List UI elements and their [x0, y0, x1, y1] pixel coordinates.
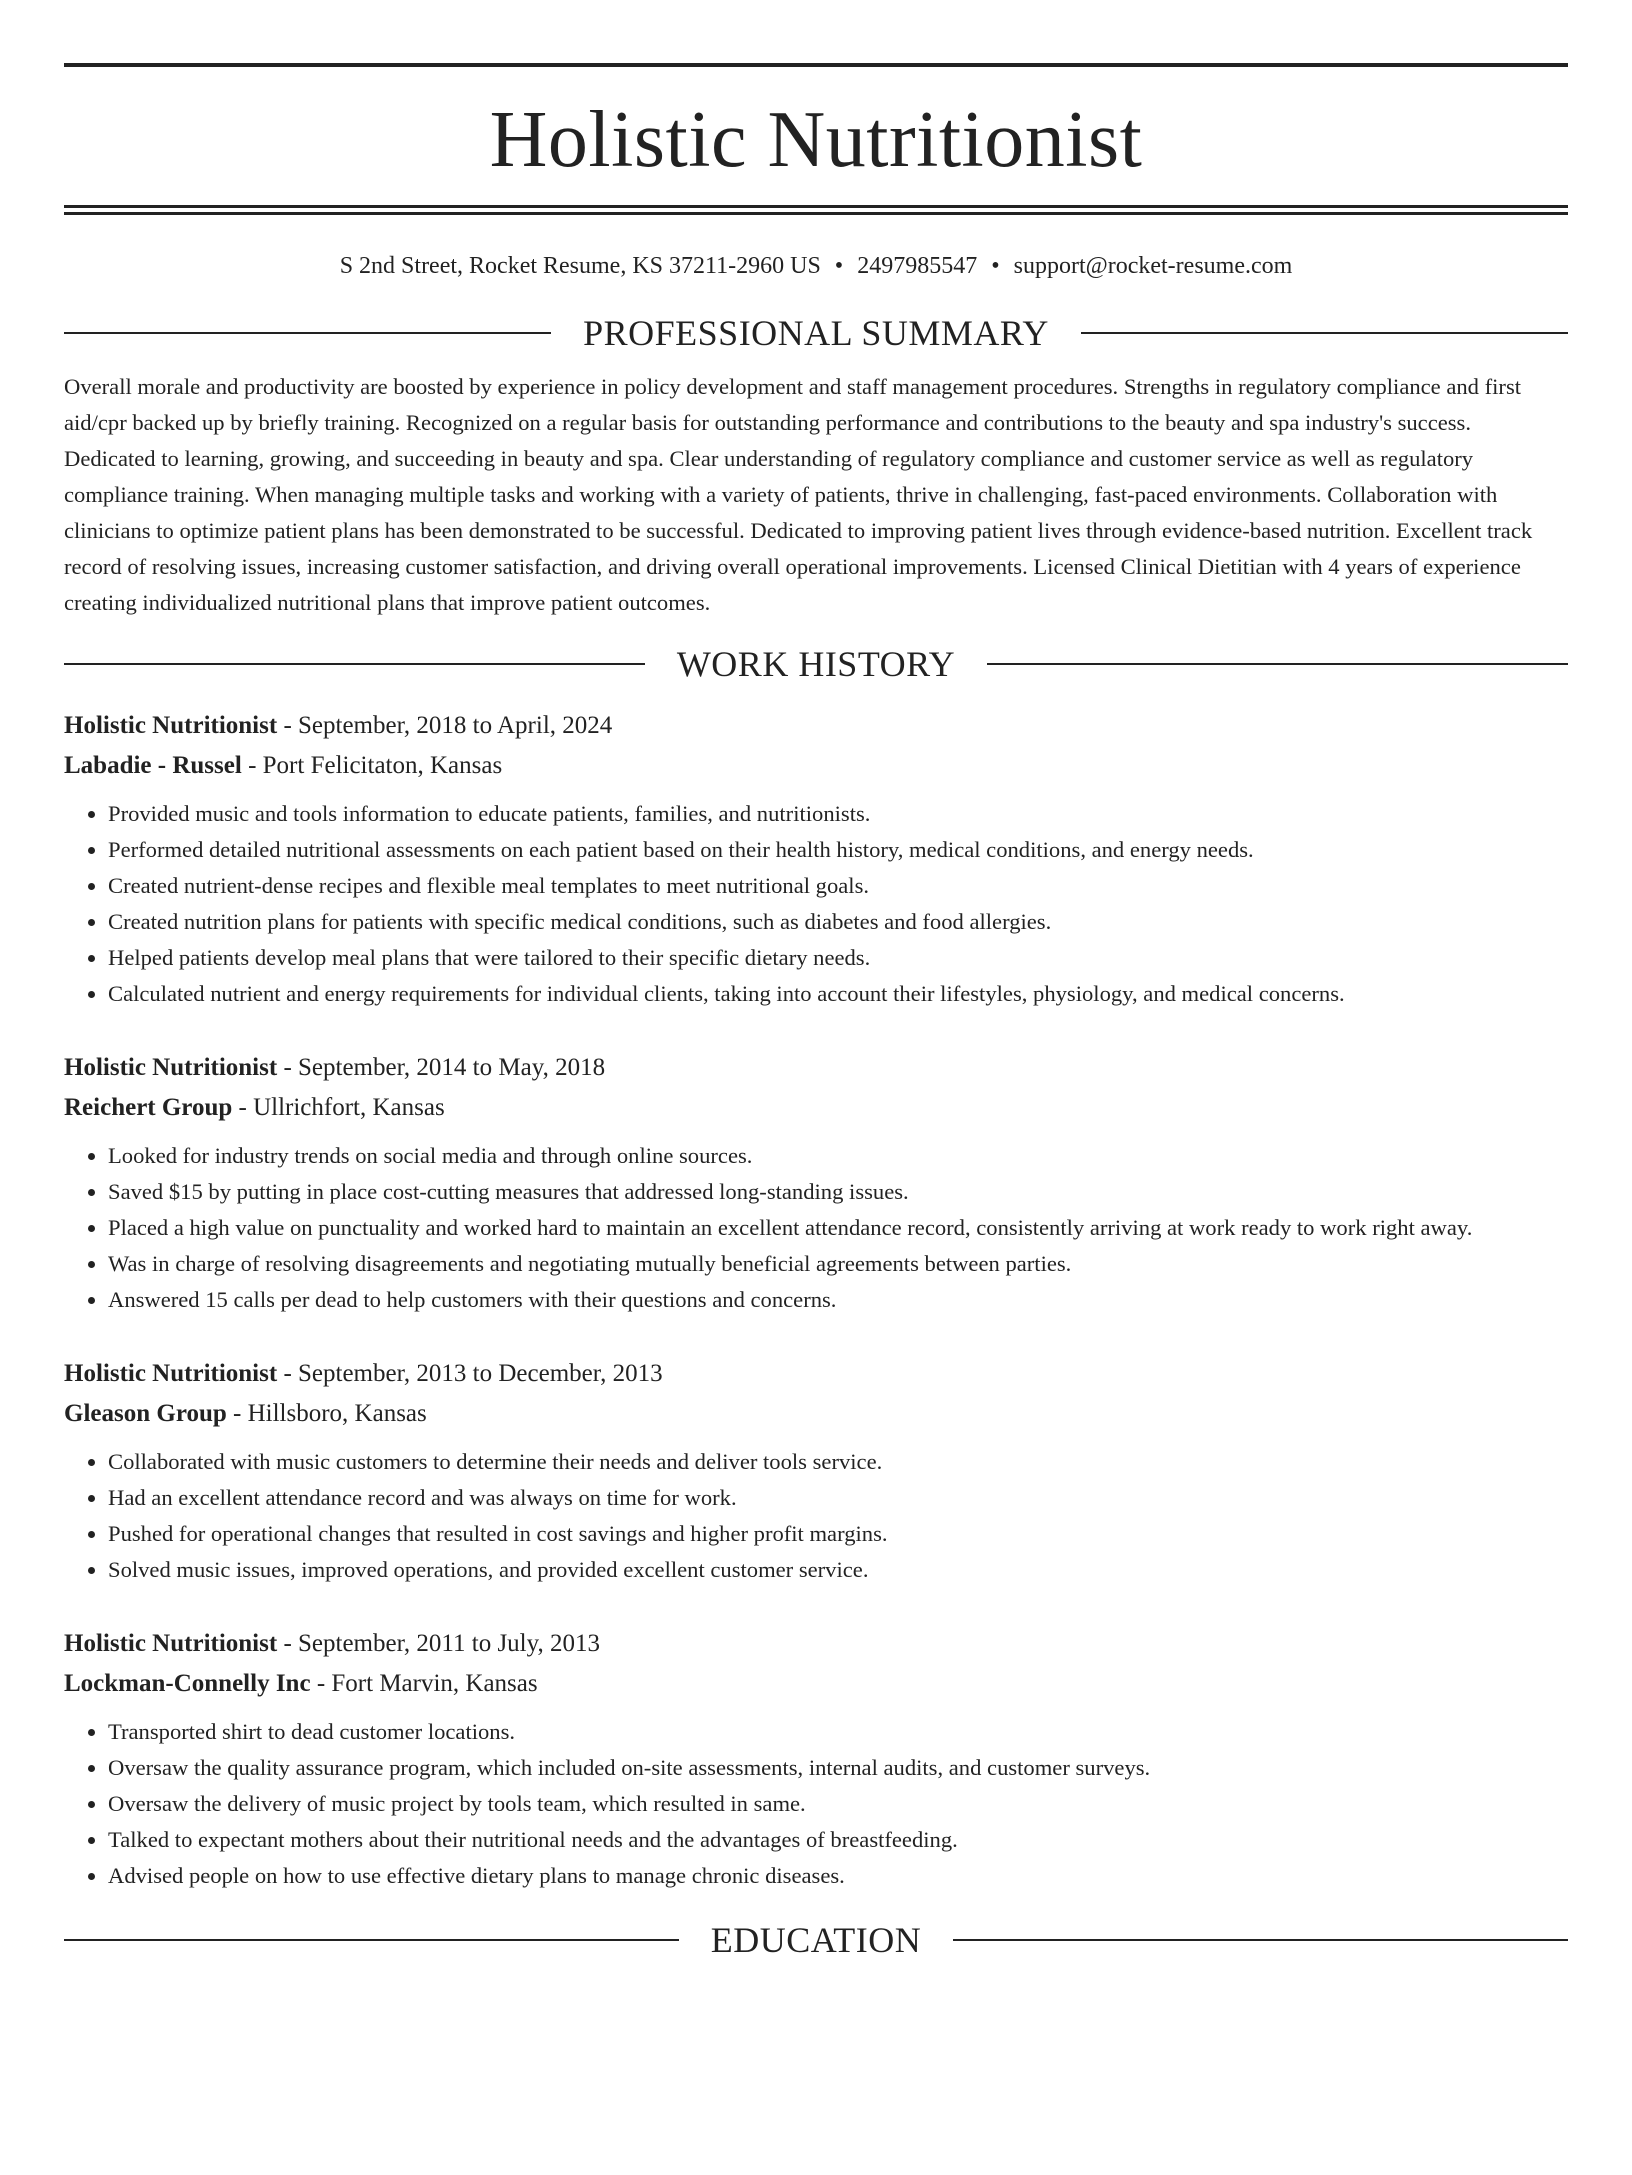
work-history-list [64, 706, 1568, 1894]
job-company: Reichert Group [64, 1093, 233, 1121]
job-bullet: • Saved $15 by putting in place cost-cutting measures that addressed long-standing issues. [108, 1174, 1568, 1210]
job-role: Holistic Nutritionist [64, 1053, 278, 1081]
job-dates: - September, 2013 to December, 2013 [277, 1359, 663, 1387]
top-rule [64, 63, 1568, 67]
contact-phone: 2497985547 [857, 253, 978, 279]
job-bullet: • Created nutrient-dense recipes and flexible meal templates to meet nutritional goals. [108, 868, 1568, 904]
job-location: - Port Felicitaton, Kansas [241, 751, 503, 779]
job-bullet: • Was in charge of resolving disagreements and negotiating mutually beneficial agreements between parties. [108, 1246, 1568, 1282]
job-bullet: • Oversaw the quality assurance program, which included on-site assessments, internal audits, and customer surveys. [108, 1750, 1568, 1786]
job-bullet: • Provided music and tools information to educate patients, families, and nutritionists. [108, 796, 1568, 832]
job-bullet: • Talked to expectant mothers about their nutritional needs and the advantages of breastfeeding. [108, 1822, 1568, 1858]
job-entry [64, 1048, 1568, 1318]
section-header-summary [64, 313, 1568, 353]
job-entry [64, 706, 1568, 1012]
job-bullet: • Had an excellent attendance record and was always on time for work. [108, 1480, 1568, 1516]
section-rule-right [1081, 332, 1568, 334]
section-rule-right [987, 663, 1568, 665]
job-title-line [64, 706, 1568, 746]
job-bullet: • Advised people on how to use effective dietary plans to manage chronic diseases. [108, 1858, 1568, 1894]
double-rule [64, 205, 1568, 215]
job-title-line [64, 1354, 1568, 1394]
job-role: Holistic Nutritionist [64, 711, 278, 739]
section-title: PROFESSIONAL SUMMARY [583, 313, 1049, 353]
job-company: Lockman-Connelly Inc [64, 1669, 311, 1697]
job-bullet: • Performed detailed nutritional assessments on each patient based on their health history, medical conditions, and energy needs. [108, 832, 1568, 868]
contact-separator: • [991, 253, 1000, 279]
job-bullet: • Answered 15 calls per dead to help customers with their questions and concerns. [108, 1282, 1568, 1318]
section-header-education [64, 1920, 1568, 1960]
section-rule-left [64, 663, 645, 665]
job-bullets [64, 1444, 1568, 1588]
job-bullets [64, 796, 1568, 1012]
job-entry [64, 1354, 1568, 1588]
job-bullets [64, 1138, 1568, 1318]
job-location: - Hillsboro, Kansas [226, 1399, 427, 1427]
section-header-work [64, 644, 1568, 684]
job-entry [64, 1624, 1568, 1894]
job-bullet: • Created nutrition plans for patients with specific medical conditions, such as diabetes and food allergies. [108, 904, 1568, 940]
section-title: WORK HISTORY [676, 643, 956, 684]
job-bullet: • Transported shirt to dead customer locations. [108, 1714, 1568, 1750]
job-company: Gleason Group [64, 1399, 227, 1427]
job-location: - Ullrichfort, Kansas [232, 1093, 445, 1121]
job-bullet: • Collaborated with music customers to determine their needs and deliver tools service. [108, 1444, 1568, 1480]
job-company: Labadie - Russel [64, 751, 242, 779]
job-bullets [64, 1714, 1568, 1894]
resume-name: Holistic Nutritionist [489, 96, 1143, 184]
job-title-line [64, 1624, 1568, 1664]
job-bullet: • Helped patients develop meal plans that were tailored to their specific dietary needs. [108, 940, 1568, 976]
job-dates: - September, 2014 to May, 2018 [277, 1053, 606, 1081]
job-company-line [64, 1664, 1568, 1704]
job-role: Holistic Nutritionist [64, 1359, 278, 1387]
job-company-line [64, 1394, 1568, 1434]
contact-address: S 2nd Street, Rocket Resume, KS 37211-2960 US [339, 253, 821, 279]
job-company-line [64, 746, 1568, 786]
section-title: EDUCATION [710, 1919, 922, 1960]
job-bullet: • Pushed for operational changes that resulted in cost savings and higher profit margins. [108, 1516, 1568, 1552]
section-rule-left [64, 1939, 679, 1941]
job-bullet: • Solved music issues, improved operations, and provided excellent customer service. [108, 1552, 1568, 1588]
section-rule-right [953, 1939, 1568, 1941]
job-bullet: • Calculated nutrient and energy requirements for individual clients, taking into account their lifestyles, physiology, and medical concerns. [108, 976, 1568, 1012]
job-bullet: • Placed a high value on punctuality and worked hard to maintain an excellent attendance record, consistently arriving at work ready to work right away. [108, 1210, 1568, 1246]
job-location: - Fort Marvin, Kansas [310, 1669, 538, 1697]
resume-page [0, 63, 1632, 2175]
contact-separator: • [834, 253, 844, 279]
summary-text: Overall morale and productivity are boosted by experience in policy development and staff management procedures. Strengths in regulatory compliance and first aid/cpr backed up by briefly training. Recognized on a regular basis for outstanding performance and contributions to the beauty and spa industry's success. Dedicated to learning, growing, and succeeding in beauty and spa. Clear understanding of regulatory compliance and customer service as well as regulatory compliance training. When managing multiple tasks and working with a variety of patients, thrive in challenging, fast-paced environments. Collaboration with clinicians to optimize patient plans has been demonstrated to be successful. Dedicated to improving patient lives through evidence-based nutrition. Excellent track record of resolving issues, increasing customer satisfaction, and driving overall operational improvements. Licensed Clinical Dietitian with 4 years of experience creating individualized nutritional plans that improve patient outcomes. [64, 374, 1533, 615]
job-bullet: • Looked for industry trends on social media and through online sources. [108, 1138, 1568, 1174]
contact-line [64, 251, 1568, 281]
job-role: Holistic Nutritionist [64, 1629, 278, 1657]
job-dates: - September, 2018 to April, 2024 [277, 711, 613, 739]
contact-email: support@rocket-resume.com [1013, 253, 1293, 279]
job-dates: - September, 2011 to July, 2013 [277, 1629, 600, 1657]
job-company-line [64, 1088, 1568, 1128]
section-rule-left [64, 332, 551, 334]
job-bullet: • Oversaw the delivery of music project by tools team, which resulted in same. [108, 1786, 1568, 1822]
job-title-line [64, 1048, 1568, 1088]
